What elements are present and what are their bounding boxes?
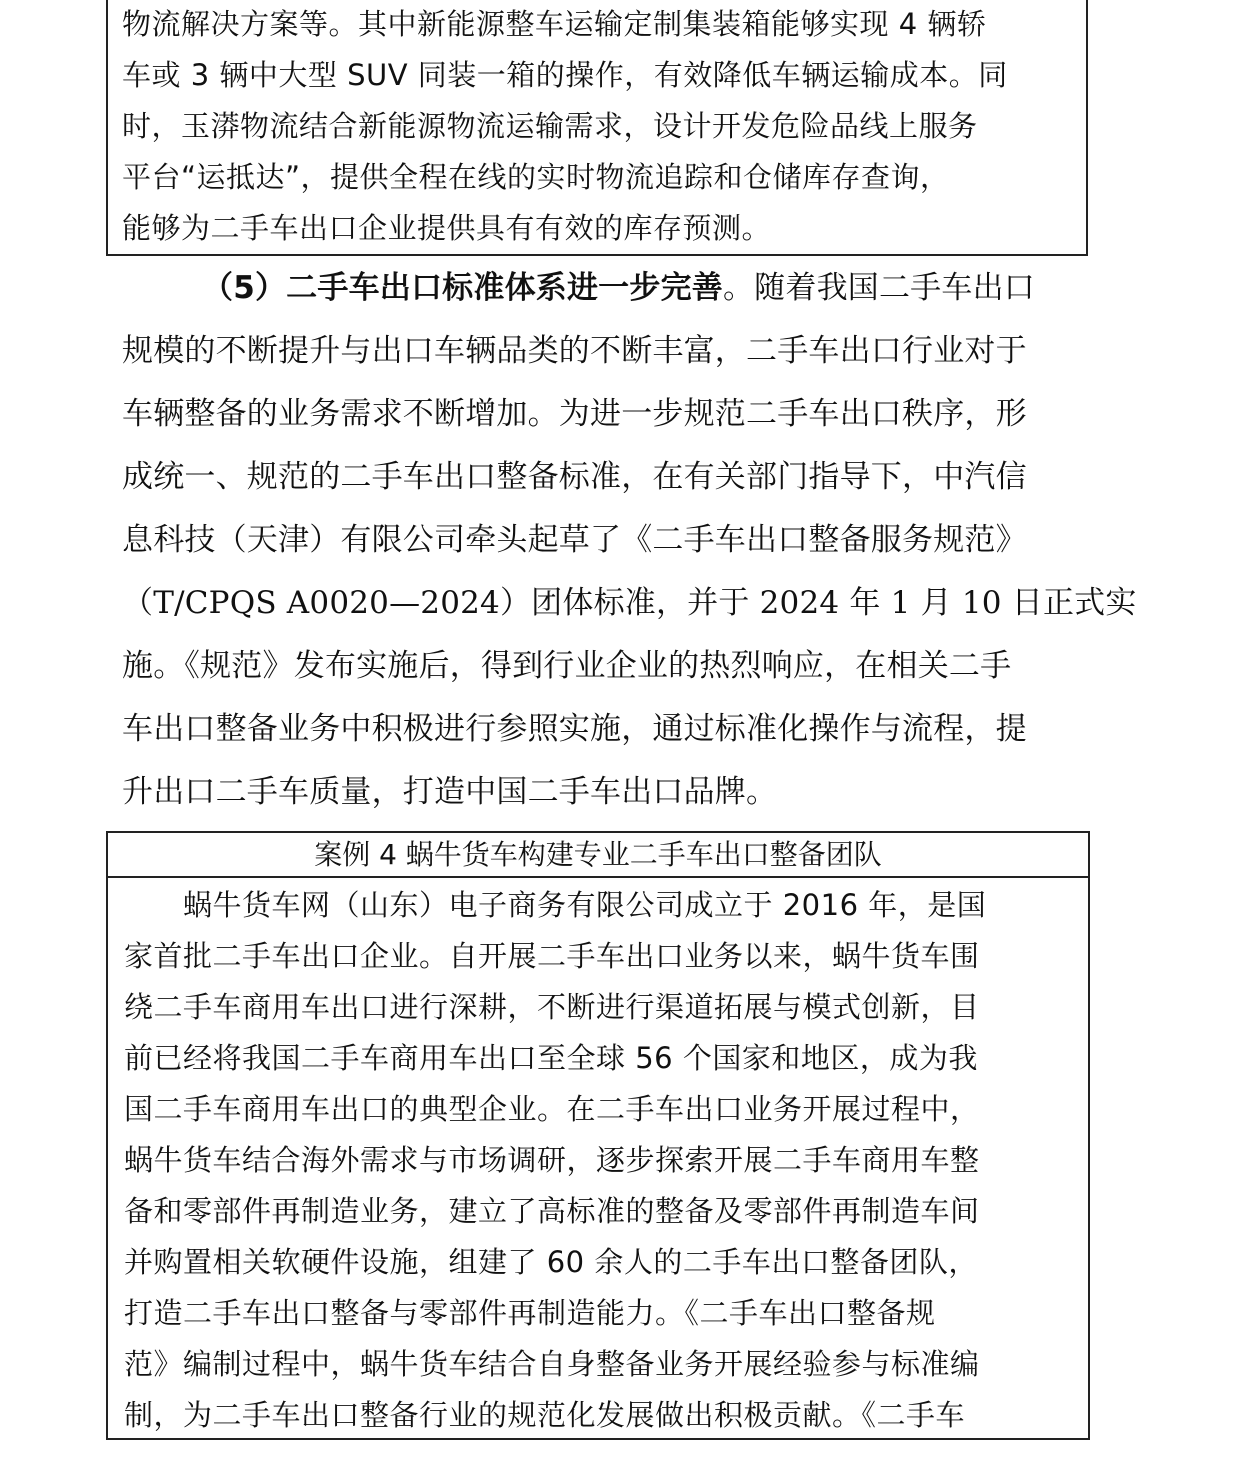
paragraph-line: 施。《规范》发布实施后，得到行业企业的热烈响应，在相关二手 xyxy=(122,648,1012,684)
case-text-line: 时，玉漭物流结合新能源物流运输需求，设计开发危险品线上服务 xyxy=(122,109,978,143)
paragraph-line: 升出口二手车质量，打造中国二手车出口品牌。 xyxy=(122,774,778,810)
case-text-line: 制，为二手车出口整备行业的规范化发展做出积极贡献。《二手车 xyxy=(124,1398,966,1432)
case-text-line: 范》编制过程中，蜗牛货车结合自身整备业务开展经验参与标准编 xyxy=(124,1347,980,1381)
case-text-line: 蜗牛货车结合海外需求与市场调研，逐步探索开展二手车商用车整 xyxy=(124,1143,980,1177)
case-text-line: 蜗牛货车网（山东）电子商务有限公司成立于 2016 年，是国 xyxy=(124,888,987,922)
paragraph-line: （T/CPQS A0020—2024）团体标准，并于 2024 年 1 月 10 日正式实 xyxy=(122,585,1137,621)
paragraph-line: 车辆整备的业务需求不断增加。为进一步规范二手车出口秩序，形 xyxy=(122,396,1027,432)
paragraph-line: 规模的不断提升与出口车辆品类的不断丰富，二手车出口行业对于 xyxy=(122,333,1027,369)
case-text-line: 绕二手车商用车出口进行深耕，不断进行渠道拓展与模式创新，目 xyxy=(124,990,980,1024)
case-text-line: 前已经将我国二手车商用车出口至全球 56 个国家和地区，成为我 xyxy=(124,1041,978,1075)
section-heading-line xyxy=(202,262,1035,307)
case-text-line: 国二手车商用车出口的典型企业。在二手车出口业务开展过程中， xyxy=(124,1092,980,1126)
case-text-line: 备和零部件再制造业务，建立了高标准的整备及零部件再制造车间 xyxy=(124,1194,980,1228)
case-box-continued xyxy=(106,0,1088,256)
paragraph-line: 车出口整备业务中积极进行参照实施，通过标准化操作与流程，提 xyxy=(122,711,1027,747)
case-text-line: 家首批二手车出口企业。自开展二手车出口业务以来，蜗牛货车围 xyxy=(124,939,980,973)
case-text-line: 打造二手车出口整备与零部件再制造能力。《二手车出口整备规 xyxy=(124,1296,936,1330)
paragraph-line: 成统一、规范的二手车出口整备标准，在有关部门指导下，中汽信 xyxy=(122,459,1027,495)
paragraph-line: 息科技（天津）有限公司牵头起草了《二手车出口整备服务规范》 xyxy=(122,522,1027,558)
case-text-line: 物流解决方案等。其中新能源整车运输定制集装箱能够实现 4 辆轿 xyxy=(122,7,987,41)
section-heading-rest: 。随着我国二手车出口 xyxy=(722,270,1035,306)
case-4-title: 案例 4 蜗牛货车构建专业二手车出口整备团队 xyxy=(108,833,1088,878)
case-text-line: 平台“运抵达”，提供全程在线的实时物流追踪和仓储库存查询， xyxy=(122,160,950,194)
case-text-line: 并购置相关软硬件设施，组建了 60 余人的二手车出口整备团队， xyxy=(124,1245,978,1279)
case-4-box xyxy=(106,831,1090,1440)
case-text-line: 能够为二手车出口企业提供具有有效的库存预测。 xyxy=(122,211,772,245)
case-text-line: 车或 3 辆中大型 SUV 同装一箱的操作，有效降低车辆运输成本。同 xyxy=(122,58,1008,92)
section-heading: （5）二手车出口标准体系进一步完善 xyxy=(202,270,723,306)
